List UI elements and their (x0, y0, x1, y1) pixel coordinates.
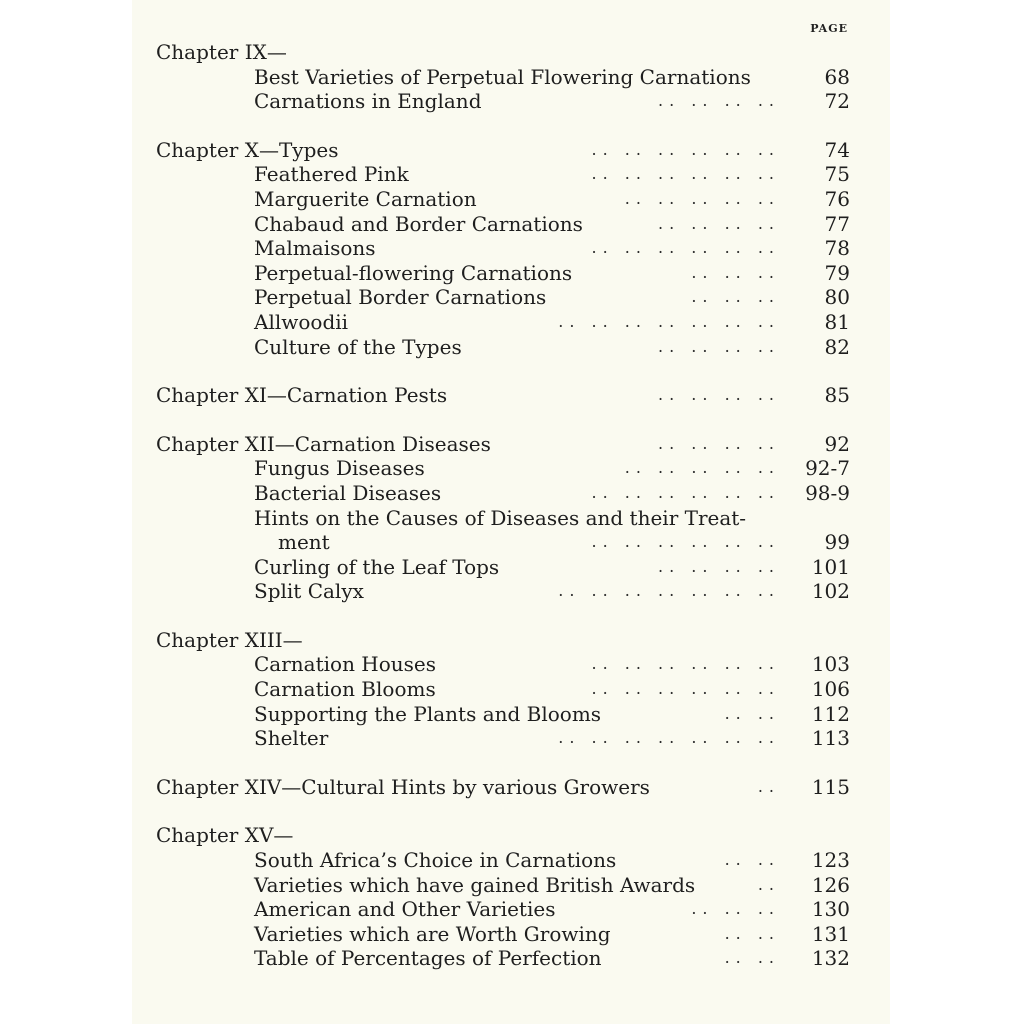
page-number: 103 (811, 652, 850, 677)
page-number: 131 (811, 921, 850, 946)
page-column-header: PAGE (810, 22, 848, 35)
leader-dots: .. .. .. .. .. .. (591, 679, 780, 699)
page-number: 92-7 (805, 456, 850, 481)
entry-title: Chabaud and Border Carnations (254, 211, 583, 236)
leader-dots: .. .. .. .. .. .. .. (558, 311, 780, 331)
toc-entry (132, 310, 890, 335)
page-number: 98-9 (805, 480, 850, 505)
chapter-title: Chapter X—Types (156, 137, 339, 162)
toc-entry (132, 261, 890, 286)
toc-entry (132, 236, 890, 261)
page-number: 102 (811, 579, 850, 604)
chapter-heading (132, 383, 890, 408)
chapter-block (132, 138, 890, 359)
chapter-heading (132, 775, 890, 800)
page-number: 101 (811, 554, 850, 579)
chapter-heading (132, 40, 890, 65)
leader-dots: .. .. .. (691, 262, 780, 282)
entry-title: Varieties which are Worth Growing (254, 921, 611, 946)
chapter-heading (132, 628, 890, 653)
page-number: 77 (824, 211, 850, 236)
entry-title: Feathered Pink (254, 162, 409, 187)
leader-dots: .. .. .. .. .. .. (591, 238, 780, 258)
chapter-block (132, 823, 890, 971)
toc-entry (132, 873, 890, 898)
leader-dots: .. .. (724, 703, 780, 723)
leader-dots: .. .. (724, 948, 780, 968)
leader-dots: .. .. .. .. .. .. .. (558, 581, 780, 601)
entry-title: Fungus Diseases (254, 456, 425, 481)
leader-dots: .. .. .. .. .. .. (591, 654, 780, 674)
toc-entry (132, 897, 890, 922)
leader-dots: .. .. .. .. (658, 91, 780, 111)
entry-title: Shelter (254, 726, 329, 751)
page-number: 81 (824, 309, 850, 334)
chapter-title: Chapter XIII— (156, 627, 303, 652)
entry-title: Perpetual-flowering Carnations (254, 260, 573, 285)
toc-entry (132, 285, 890, 310)
entry-title: Bacterial Diseases (254, 480, 442, 505)
chapter-heading (132, 138, 890, 163)
page-number: 113 (811, 726, 850, 751)
toc-entry (132, 335, 890, 360)
page-number: 68 (824, 64, 850, 89)
page-number: 78 (824, 236, 850, 261)
chapter-heading (132, 823, 890, 848)
leader-dots: .. .. .. .. (658, 385, 780, 405)
page-number: 115 (811, 774, 850, 799)
leader-dots: .. .. .. .. .. (624, 188, 780, 208)
entry-title: Table of Percentages of Perfection (254, 946, 602, 971)
chapter-block (132, 775, 890, 800)
entry-title: Best Varieties of Perpetual Flowering Carnations (254, 64, 751, 89)
page-number: 126 (811, 872, 850, 897)
page-number: 112 (811, 701, 850, 726)
leader-dots: .. .. .. .. (658, 213, 780, 233)
page-number: 82 (824, 334, 850, 359)
entry-title: American and Other Varieties (254, 897, 556, 922)
page-number: 76 (824, 186, 850, 211)
leader-dots: .. .. .. .. (658, 336, 780, 356)
entry-title: Allwoodii (254, 309, 349, 334)
toc-entry (132, 726, 890, 751)
entry-title: Culture of the Types (254, 334, 462, 359)
chapter-block (132, 432, 890, 604)
toc-entry (132, 481, 890, 506)
page-number: 99 (824, 530, 850, 555)
entry-title: Malmaisons (254, 236, 376, 261)
page-number: 130 (811, 897, 850, 922)
leader-dots: .. .. .. .. (658, 556, 780, 576)
chapter-title: Chapter XI—Carnation Pests (156, 383, 448, 408)
toc-entry (132, 187, 890, 212)
entry-title: Curling of the Leaf Tops (254, 554, 500, 579)
toc-entry (132, 530, 890, 555)
page-number: 132 (811, 946, 850, 971)
toc-entry (132, 652, 890, 677)
page-number: 79 (824, 260, 850, 285)
page-number: 106 (811, 677, 850, 702)
toc-entry (132, 506, 890, 531)
entry-title: Carnation Houses (254, 652, 437, 677)
leader-dots: .. .. .. .. (658, 433, 780, 453)
entry-title: Carnations in England (254, 89, 482, 114)
chapter-title: Chapter IX— (156, 40, 287, 64)
page-number: 85 (824, 383, 850, 408)
chapter-block (132, 628, 890, 751)
leader-dots: .. .. .. .. .. (624, 458, 780, 478)
leader-dots: .. .. (724, 923, 780, 943)
page-number: 72 (824, 89, 850, 114)
chapter-heading (132, 432, 890, 457)
toc-entry (132, 579, 890, 604)
chapter-block (132, 40, 890, 114)
leader-dots: .. .. .. .. .. .. (591, 139, 780, 159)
table-of-contents (132, 40, 890, 995)
toc-entry (132, 162, 890, 187)
entry-title: Marguerite Carnation (254, 186, 477, 211)
entry-title: Varieties which have gained British Awards (254, 872, 696, 897)
leader-dots: .. .. .. .. .. .. (591, 532, 780, 552)
toc-entry (132, 922, 890, 947)
chapter-title: Chapter XII—Carnation Diseases (156, 431, 491, 456)
chapter-title: Chapter XV— (156, 823, 294, 848)
entry-title: Perpetual Border Carnations (254, 285, 547, 310)
leader-dots: .. .. .. (691, 287, 780, 307)
leader-dots: .. .. .. (691, 899, 780, 919)
toc-entry (132, 212, 890, 237)
entry-title: ment (278, 530, 330, 555)
leader-dots: .. (757, 874, 780, 894)
toc-entry (132, 848, 890, 873)
toc-entry (132, 946, 890, 971)
entry-title: South Africa’s Choice in Carnations (254, 848, 617, 873)
toc-entry (132, 702, 890, 727)
leader-dots: .. (757, 776, 780, 796)
page-number: 92 (824, 431, 850, 456)
page-number: 80 (824, 285, 850, 310)
toc-entry (132, 555, 890, 580)
leader-dots: .. .. .. .. .. .. (591, 482, 780, 502)
page-number: 123 (811, 848, 850, 873)
toc-entry (132, 89, 890, 114)
entry-title: Hints on the Causes of Diseases and their Treat- (254, 505, 747, 530)
leader-dots: .. .. .. .. .. .. .. (558, 728, 780, 748)
page-number: 74 (824, 137, 850, 162)
leader-dots: .. .. (724, 850, 780, 870)
toc-entry (132, 65, 890, 90)
leader-dots: .. .. .. .. .. .. (591, 164, 780, 184)
toc-entry (132, 456, 890, 481)
entry-title: Supporting the Plants and Blooms (254, 701, 602, 726)
chapter-title: Chapter XIV—Cultural Hints by various Growers (156, 774, 650, 799)
page-number: 75 (824, 162, 850, 187)
entry-title: Carnation Blooms (254, 677, 436, 702)
book-page (132, 0, 890, 1024)
chapter-block (132, 383, 890, 408)
toc-entry (132, 677, 890, 702)
entry-title: Split Calyx (254, 579, 364, 604)
